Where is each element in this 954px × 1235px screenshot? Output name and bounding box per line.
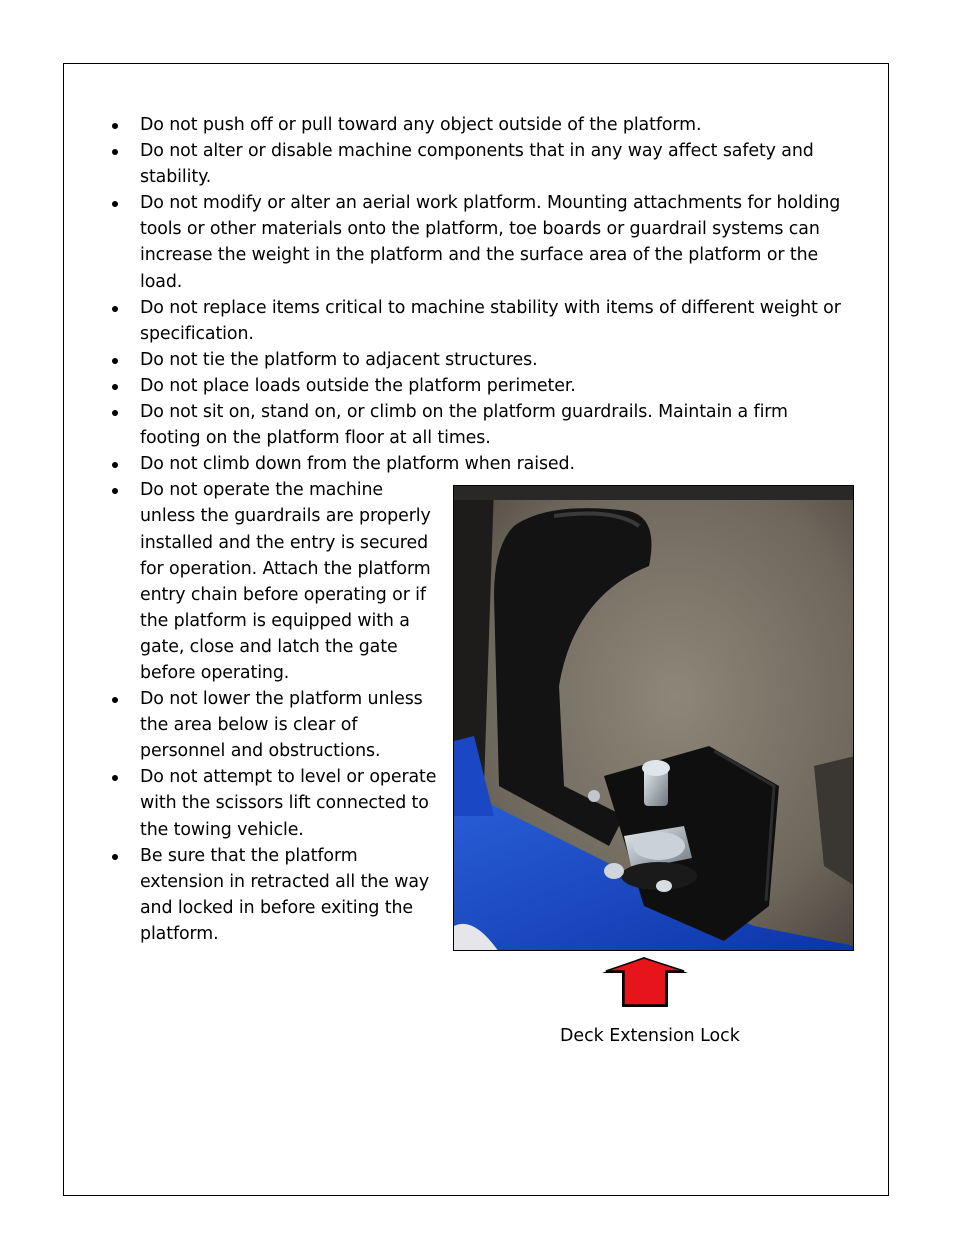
bullet-dot-icon xyxy=(112,854,118,860)
bullet-text: Do not alter or disable machine components that in any way affect safety and stability. xyxy=(140,141,814,188)
bullet-dot-icon xyxy=(112,462,118,468)
bullet-item xyxy=(108,764,442,842)
bullet-item xyxy=(108,138,848,190)
bullet-dot-icon xyxy=(112,775,118,781)
bullet-item xyxy=(108,477,442,686)
bullet-dot-icon xyxy=(112,384,118,390)
bullet-text: Do not replace items critical to machine stability with items of different weight or specification. xyxy=(140,297,841,344)
bullet-dot-icon xyxy=(112,488,118,494)
bullet-text: Do not push off or pull toward any object outside of the platform. xyxy=(140,115,702,135)
bullet-text: Do not lower the platform unless the area below is clear of personnel and obstructions. xyxy=(140,689,423,762)
deck-extension-lock-photo xyxy=(453,485,854,951)
bullet-dot-icon xyxy=(112,410,118,416)
bullet-text: Do not place loads outside the platform perimeter. xyxy=(140,375,576,396)
bullet-dot-icon xyxy=(112,697,118,703)
bullet-item xyxy=(108,190,848,294)
bullet-dot-icon xyxy=(112,123,118,129)
bullet-text: Do not attempt to level or operate with the scissors lift connected to the towing vehicle. xyxy=(140,767,437,840)
bullet-dot-icon xyxy=(112,149,118,155)
bullet-text: Do not modify or alter an aerial work platform. Mounting attachments for holding tools or other materials onto the platform, toe boards or guardrail systems can increase the weight in the platform and the surface area of the platform or the load. xyxy=(140,193,841,292)
bullet-text: Do not sit on, stand on, or climb on the platform guardrails. Maintain a firm footing on the platform floor at all times. xyxy=(140,402,788,449)
bullet-dot-icon xyxy=(112,201,118,207)
bullet-text: Be sure that the platform extension in retracted all the way and locked in before exiting the platform. xyxy=(140,845,430,944)
bullet-item xyxy=(108,399,848,451)
bullet-item xyxy=(108,295,848,347)
bullet-item xyxy=(108,112,848,138)
bullet-text: Do not operate the machine unless the guardrails are properly installed and the entry is secured for operation. Attach the platform entry chain before operating or if the platform is equipped with a gate, close and latch the gate before operating. xyxy=(140,480,431,683)
figure-caption: Deck Extension Lock xyxy=(560,1026,740,1046)
bullet-item xyxy=(108,347,848,373)
up-arrow-icon xyxy=(598,955,690,1009)
bullet-text: Do not tie the platform to adjacent structures. xyxy=(140,349,538,370)
bullet-item xyxy=(108,843,442,947)
bullet-text: Do not climb down from the platform when raised. xyxy=(140,454,575,475)
bullet-item xyxy=(108,686,442,764)
bullet-dot-icon xyxy=(112,358,118,364)
bullet-dot-icon xyxy=(112,306,118,312)
bullet-item xyxy=(108,373,848,399)
bullet-item xyxy=(108,451,848,477)
